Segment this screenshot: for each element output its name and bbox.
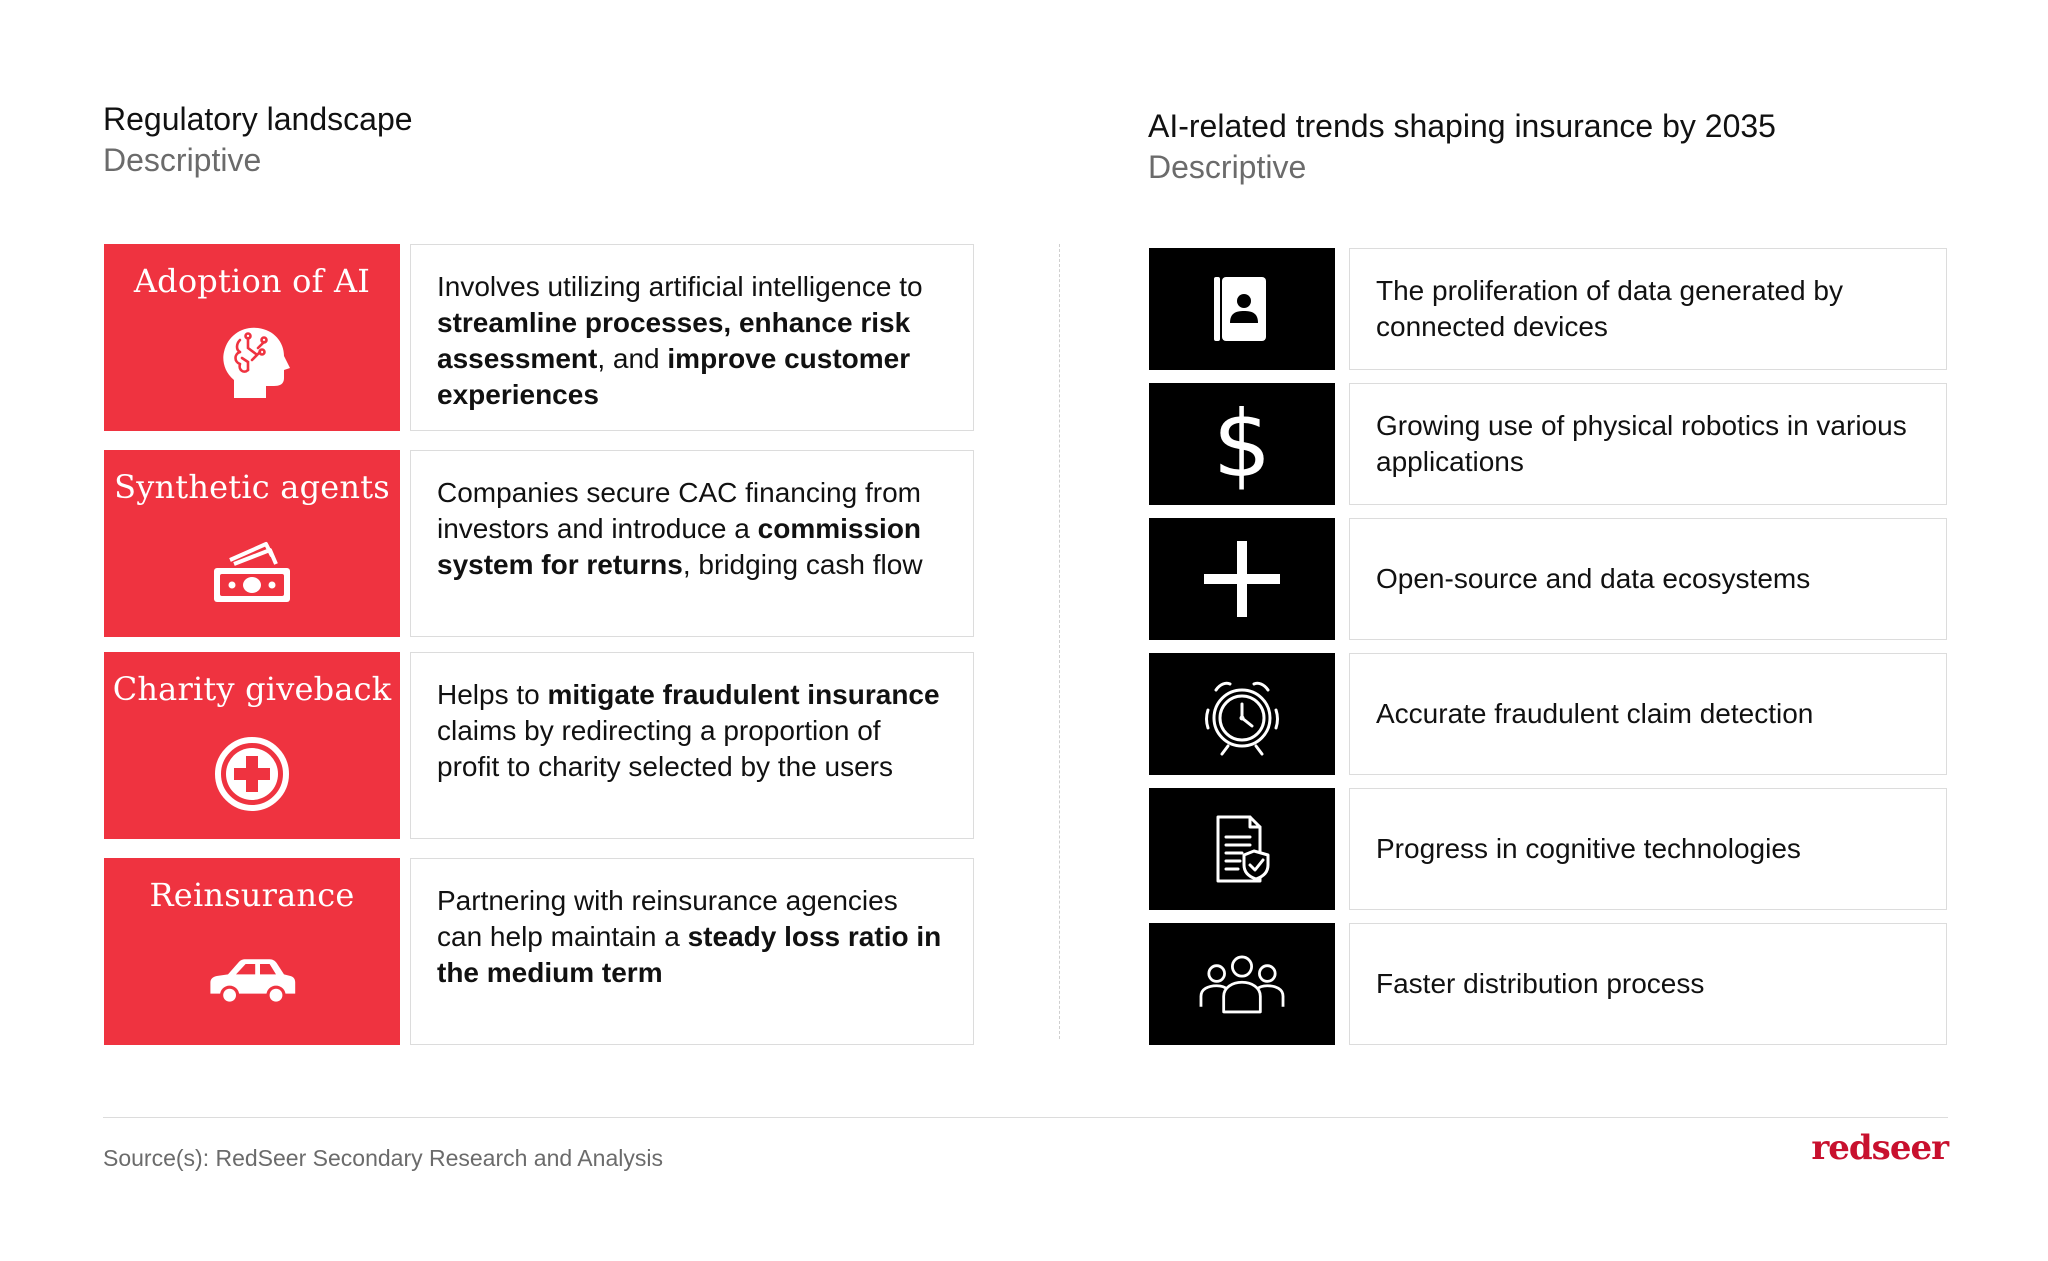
document-check-icon	[1194, 801, 1290, 897]
description-text: , and	[597, 343, 668, 374]
dollar-sign-icon	[1194, 396, 1290, 492]
trend-text: Faster distribution process	[1349, 923, 1947, 1045]
left-section-title: Regulatory landscape	[103, 101, 413, 137]
trend-text: Accurate fraudulent claim detection	[1349, 653, 1947, 775]
source-note: Source(s): RedSeer Secondary Research and Analysis	[103, 1145, 663, 1171]
people-group-icon	[1194, 936, 1290, 1032]
trend-row-physical-robotics	[1149, 383, 1947, 505]
trend-row-open-source	[1149, 518, 1947, 640]
regulatory-tile	[104, 652, 400, 839]
regulatory-description	[410, 244, 974, 431]
trend-tile	[1149, 923, 1335, 1045]
contact-book-icon	[1194, 261, 1290, 357]
description-emphasis: improve customer experiences	[437, 343, 911, 410]
description-emphasis: streamline processes, enhance risk assessment	[437, 307, 911, 374]
regulatory-row-reinsurance	[104, 858, 974, 1045]
trend-tile	[1149, 518, 1335, 640]
description-emphasis: mitigate fraudulent insurance	[547, 679, 940, 710]
regulatory-label: Synthetic agents	[114, 468, 390, 506]
regulatory-tile	[104, 450, 400, 637]
regulatory-label: Adoption of AI	[133, 262, 371, 300]
description-text: claims by redirecting a proportion of profit to charity selected by the users	[437, 715, 893, 782]
description-text: Partnering with reinsurance agencies can help maintain a	[437, 885, 898, 952]
left-section-subtitle: Descriptive	[103, 142, 262, 178]
trend-tile	[1149, 788, 1335, 910]
regulatory-row-synthetic-agents	[104, 450, 974, 637]
right-section-title: AI-related trends shaping insurance by 2035	[1148, 108, 1776, 144]
description-text: , bridging cash flow	[682, 549, 923, 580]
description-text: Helps to	[437, 679, 548, 710]
regulatory-description	[410, 450, 974, 637]
redseer-logo: redseer	[1811, 1128, 1948, 1168]
description-emphasis: steady loss ratio in the medium term	[437, 921, 942, 988]
medical-cross-icon	[204, 722, 300, 818]
regulatory-tile	[104, 858, 400, 1045]
trend-text: Growing use of physical robotics in various applications	[1349, 383, 1947, 505]
trend-row-connected-devices	[1149, 248, 1947, 370]
description-text: Companies secure CAC financing from investors and introduce a	[437, 477, 921, 544]
trend-row-cognitive-tech	[1149, 788, 1947, 910]
trend-tile	[1149, 248, 1335, 370]
description-emphasis: commission system for returns	[437, 513, 922, 580]
car-icon	[204, 928, 300, 1024]
trend-row-distribution	[1149, 923, 1947, 1045]
footer-divider	[103, 1117, 1948, 1118]
trend-tile	[1149, 653, 1335, 775]
regulatory-description	[410, 652, 974, 839]
brain-head-icon	[204, 314, 300, 410]
trend-row-fraud-detection	[1149, 653, 1947, 775]
plus-icon	[1194, 531, 1290, 627]
regulatory-row-charity-giveback	[104, 652, 974, 839]
regulatory-row-adoption-of-ai	[104, 244, 974, 431]
trend-text: The proliferation of data generated by connected devices	[1349, 248, 1947, 370]
alarm-clock-icon	[1194, 666, 1290, 762]
column-divider	[1059, 244, 1060, 1039]
description-text: Involves utilizing artificial intelligence to	[437, 271, 923, 302]
svg-text:$: $	[1212, 396, 1272, 492]
trend-text: Progress in cognitive technologies	[1349, 788, 1947, 910]
right-section-subtitle: Descriptive	[1148, 149, 1307, 185]
regulatory-label: Charity giveback	[112, 670, 392, 708]
trend-text: Open-source and data ecosystems	[1349, 518, 1947, 640]
trend-tile	[1149, 383, 1335, 505]
regulatory-tile	[104, 244, 400, 431]
regulatory-description	[410, 858, 974, 1045]
regulatory-label: Reinsurance	[149, 876, 355, 914]
cash-stack-icon	[204, 520, 300, 616]
